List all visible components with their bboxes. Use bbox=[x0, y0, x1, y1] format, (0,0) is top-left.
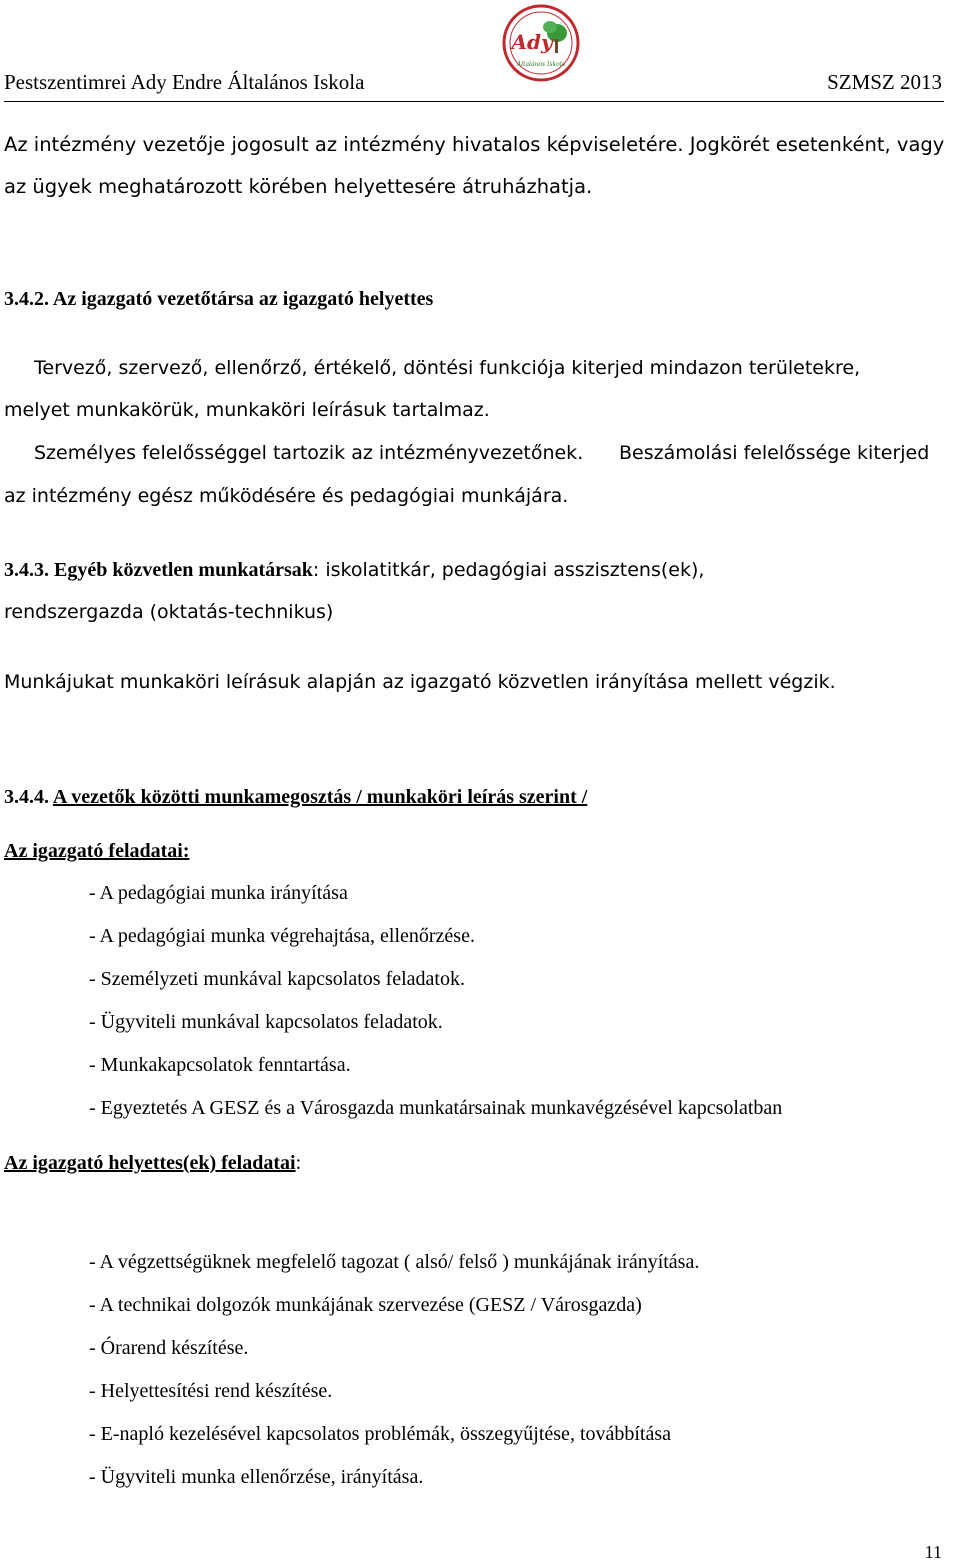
section-342-heading: 3.4.2. Az igazgató vezetőtársa az igazgató helyettes bbox=[4, 288, 434, 310]
section-342-p1-line2: melyet munkakörük, munkaköri leírásuk tartalmaz. bbox=[4, 399, 490, 421]
intro-line-1: Az intézmény vezetője jogosult az intézmény hivatalos képviseletére. Jogkörét esetenként, vagy bbox=[4, 133, 945, 156]
helyettes-item: - Órarend készítése. bbox=[89, 1337, 249, 1359]
igazgato-item: - Ügyviteli munkával kapcsolatos feladatok. bbox=[89, 1011, 443, 1033]
page-number: 11 bbox=[924, 1542, 942, 1562]
helyettes-item: - E-napló kezelésével kapcsolatos problémák, összegyűjtése, továbbítása bbox=[89, 1423, 672, 1445]
igazgato-item: - Munkakapcsolatok fenntartása. bbox=[89, 1054, 351, 1076]
header-doc-code: SZMSZ 2013 bbox=[827, 70, 942, 94]
header-rule bbox=[4, 101, 944, 102]
section-344-heading bbox=[4, 786, 587, 809]
helyettes-item: - A végzettségüknek megfelelő tagozat ( alsó/ felső ) munkájának irányítása. bbox=[89, 1251, 700, 1273]
logo-text: Ady bbox=[511, 30, 553, 54]
section-342-p2-line2: az intézmény egész működésére és pedagógiai munkájára. bbox=[4, 485, 569, 507]
igazgato-item: - A pedagógiai munka végrehajtása, ellenőrzése. bbox=[89, 925, 475, 947]
section-343-heading-rest: : iskolatitkár, pedagógiai asszisztens(ek), bbox=[312, 559, 705, 581]
section-344-heading-num: 3.4.4. bbox=[4, 786, 53, 808]
helyettes-item: - Helyettesítési rend készítése. bbox=[89, 1380, 333, 1402]
section-344-heading-text: A vezetők közötti munkamegosztás / munkaköri leírás szerint / bbox=[52, 786, 588, 808]
section-343-line2: rendszergazda (oktatás-technikus) bbox=[4, 601, 334, 623]
helyettes-title bbox=[4, 1152, 301, 1175]
header-school-name: Pestszentimrei Ady Endre Általános Iskola bbox=[4, 70, 365, 94]
igazgato-item: - Egyeztetés A GESZ és a Városgazda munkatársainak munkavégzésével kapcsolatban bbox=[89, 1097, 783, 1119]
logo-subtext: Általános Iskola bbox=[516, 61, 566, 68]
section-342-p2-line1a: Személyes felelősséggel tartozik az intézményvezetőnek. bbox=[34, 442, 584, 464]
section-343-heading-bold: 3.4.3. Egyéb közvetlen munkatársak bbox=[4, 559, 313, 581]
helyettes-title-colon: : bbox=[295, 1152, 302, 1174]
school-logo bbox=[502, 3, 580, 83]
intro-line-2: az ügyek meghatározott körében helyettesére átruházhatja. bbox=[4, 175, 593, 198]
helyettes-item: - Ügyviteli munka ellenőrzése, irányítása. bbox=[89, 1466, 424, 1488]
section-342-p2-line1b: Beszámolási felelőssége kiterjed bbox=[619, 442, 930, 464]
helyettes-title-text: Az igazgató helyettes(ek) feladatai bbox=[4, 1152, 296, 1174]
helyettes-item: - A technikai dolgozók munkájának szervezése (GESZ / Városgazda) bbox=[89, 1294, 642, 1316]
section-343-para: Munkájukat munkaköri leírásuk alapján az igazgató közvetlen irányítása mellett végzik. bbox=[4, 671, 836, 693]
section-343-heading bbox=[4, 559, 704, 582]
igazgato-item: - Személyzeti munkával kapcsolatos feladatok. bbox=[89, 968, 465, 990]
section-342-p1-line1: Tervező, szervező, ellenőrző, értékelő, döntési funkciója kiterjed mindazon területekre, bbox=[34, 357, 861, 379]
igazgato-title: Az igazgató feladatai: bbox=[4, 840, 190, 862]
igazgato-item: - A pedagógiai munka irányítása bbox=[89, 882, 348, 904]
